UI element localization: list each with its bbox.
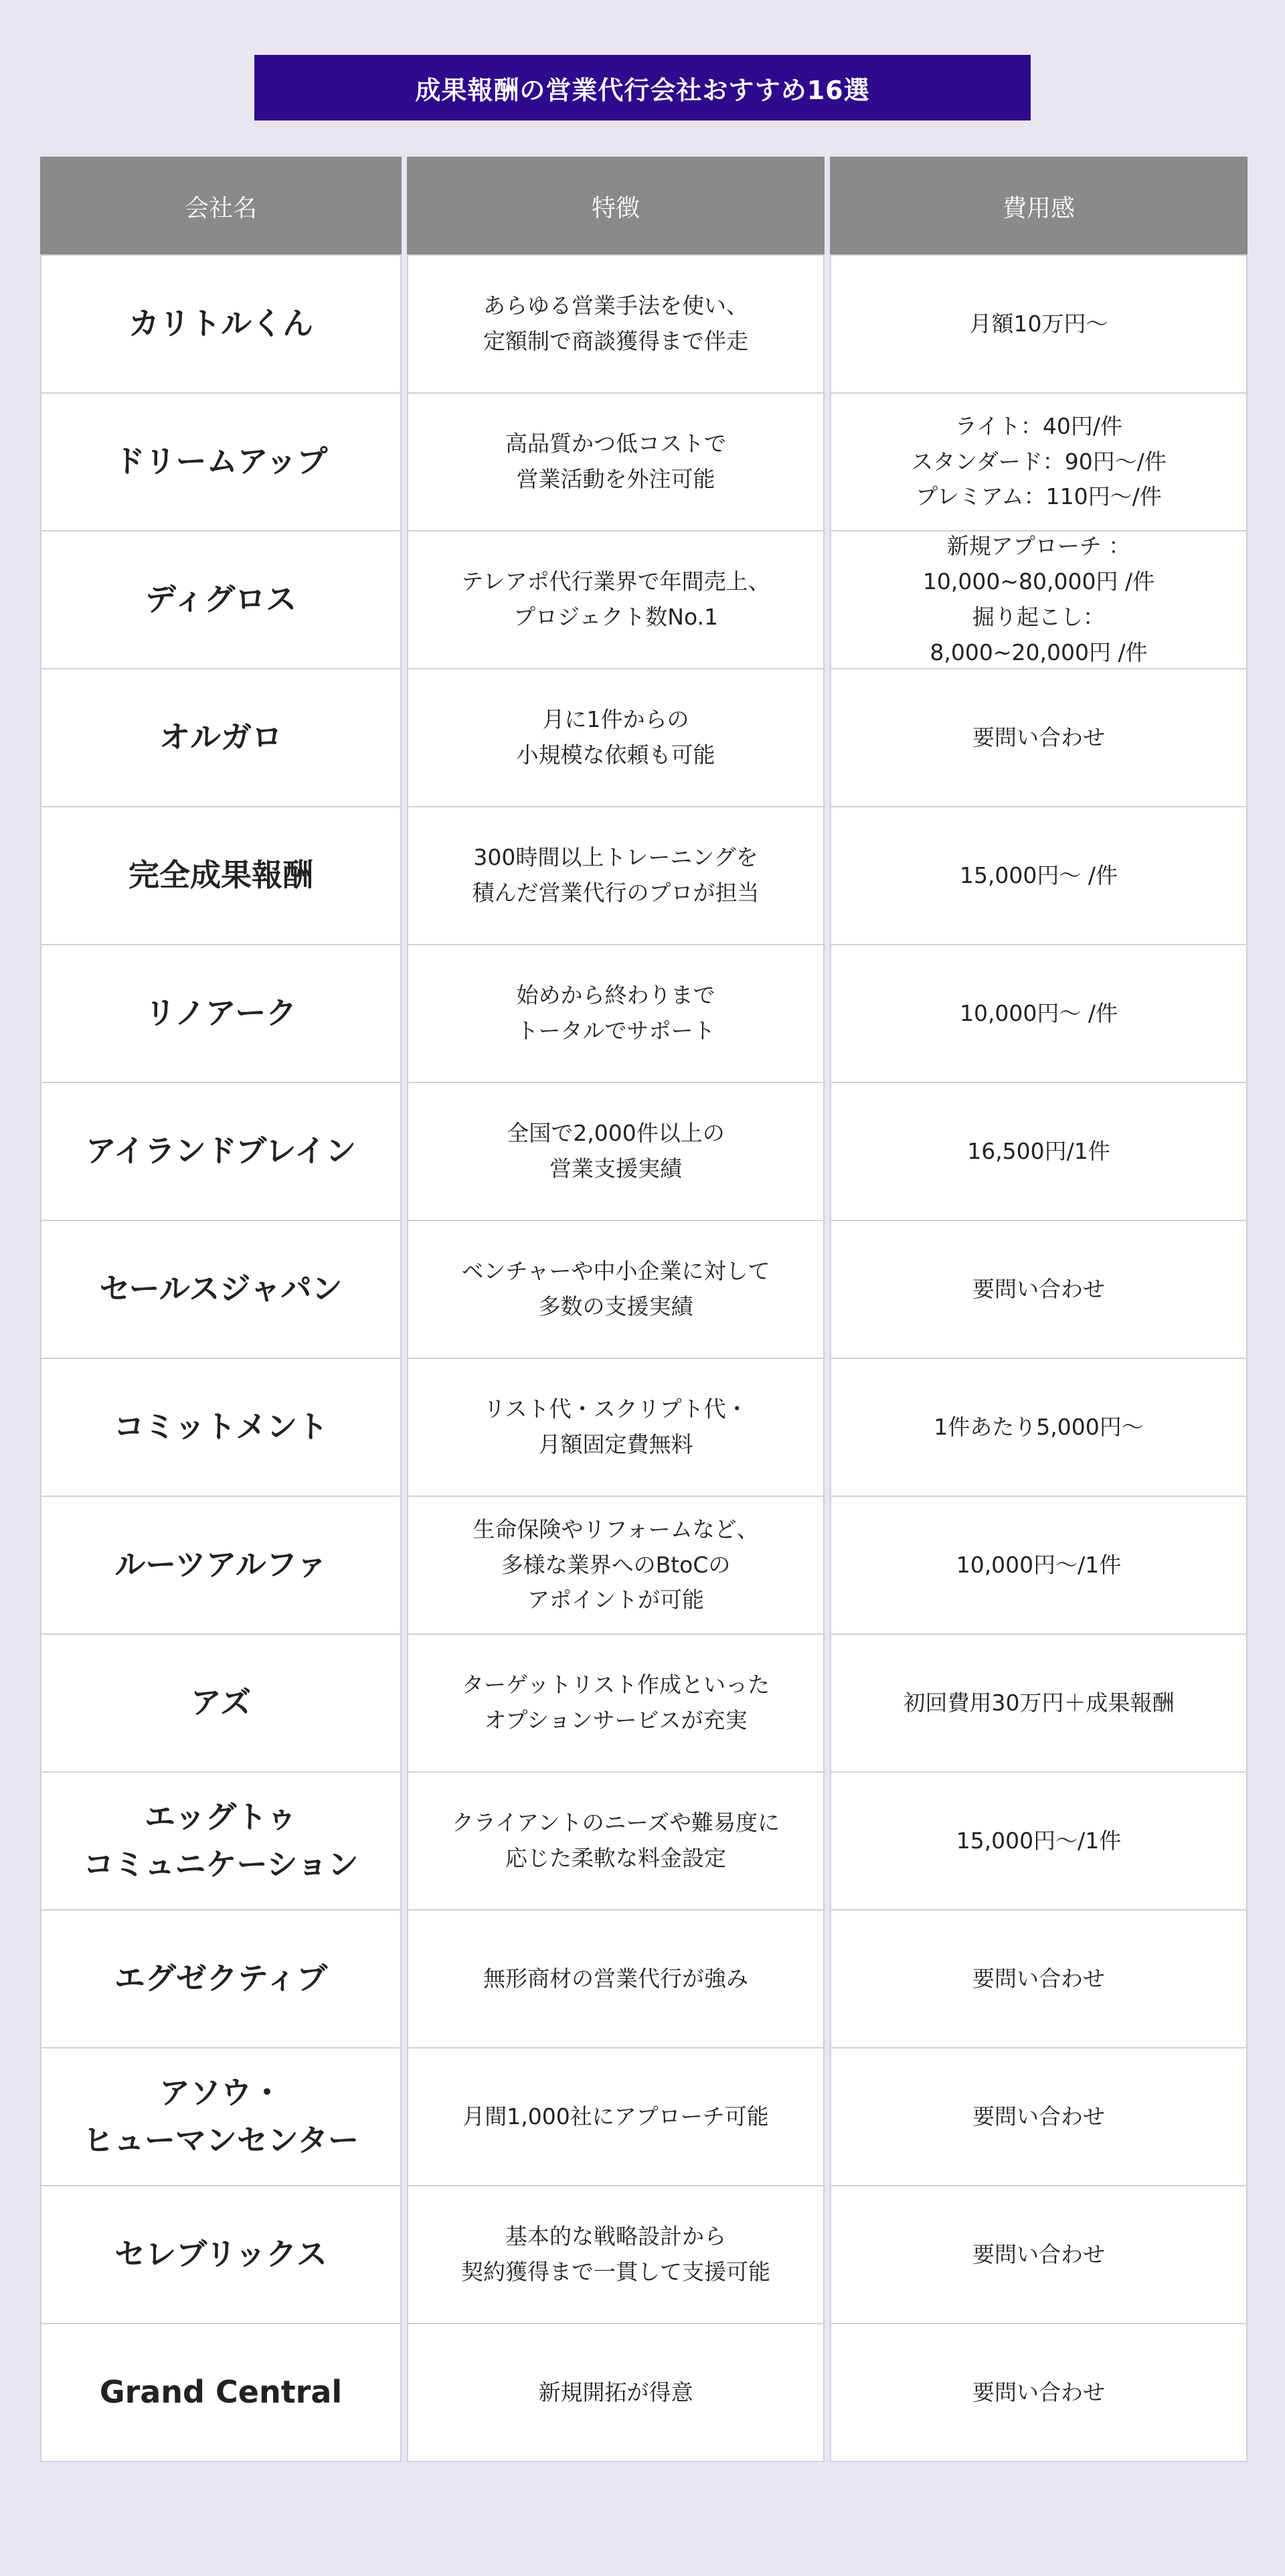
- cost-cell: ライト：40円/件 スタンダード：90円〜/件 プレミアム：110円〜/件: [830, 392, 1248, 532]
- company-name-cell: セールスジャパン: [40, 1220, 402, 1359]
- table-row: [40, 1911, 1248, 2048]
- company-name-cell: カリトルくん: [40, 254, 402, 394]
- company-name-cell: ディグロス: [40, 530, 402, 669]
- table-row: [40, 1635, 1248, 1773]
- table-body: [40, 256, 1248, 2462]
- table-row: [40, 945, 1248, 1083]
- column-header-company: 会社名: [40, 157, 402, 256]
- company-name-cell: セレブリックス: [40, 2185, 402, 2324]
- column-header-cost: 費用感: [830, 157, 1248, 256]
- cost-cell: 10,000円〜/1件: [830, 1496, 1248, 1635]
- table-row: [40, 1359, 1248, 1497]
- company-name-cell: リノアーク: [40, 944, 402, 1083]
- table-row: [40, 256, 1248, 394]
- company-name-cell: アズ: [40, 1633, 402, 1773]
- table-row: [40, 1083, 1248, 1221]
- company-name-cell: ルーツアルファ: [40, 1496, 402, 1635]
- feature-cell: 高品質かつ低コストで 営業活動を外注可能: [407, 392, 825, 532]
- cost-cell: 16,500円/1件: [830, 1082, 1248, 1221]
- cost-cell: 要問い合わせ: [830, 2185, 1248, 2324]
- page-title: 成果報酬の営業代行会社おすすめ16選: [254, 55, 1031, 120]
- cost-cell: 要問い合わせ: [830, 1909, 1248, 2048]
- feature-cell: ターゲットリスト作成といった オプションサービスが充実: [407, 1633, 825, 1773]
- company-name-cell: アソウ・ ヒューマンセンター: [40, 2047, 402, 2186]
- table-row: [40, 394, 1248, 532]
- cost-cell: 要問い合わせ: [830, 1220, 1248, 1359]
- table-row: [40, 807, 1248, 945]
- company-name-cell: エグゼクティブ: [40, 1909, 402, 2048]
- cost-cell: 月額10万円〜: [830, 254, 1248, 394]
- feature-cell: 新規開拓が得意: [407, 2323, 825, 2462]
- feature-cell: クライアントのニーズや難易度に 応じた柔軟な料金設定: [407, 1771, 825, 1911]
- feature-cell: 300時間以上トレーニングを 積んだ営業代行のプロが担当: [407, 806, 825, 945]
- company-name-cell: エッグトゥ コミュニケーション: [40, 1771, 402, 1911]
- table-row: [40, 2324, 1248, 2462]
- feature-cell: 始めから終わりまで トータルでサポート: [407, 944, 825, 1083]
- company-name-cell: ドリームアップ: [40, 392, 402, 532]
- feature-cell: 生命保険やリフォームなど、 多様な業界へのBtoCの アポイントが可能: [407, 1496, 825, 1635]
- table-row: [40, 532, 1248, 669]
- feature-cell: 月間1,000社にアプローチ可能: [407, 2047, 825, 2186]
- table-row: [40, 2048, 1248, 2186]
- feature-cell: 月に1件からの 小規模な依頼も可能: [407, 668, 825, 807]
- company-name-cell: Grand Central: [40, 2323, 402, 2462]
- feature-cell: 全国で2,000件以上の 営業支援実績: [407, 1082, 825, 1221]
- cost-cell: 15,000円〜 /件: [830, 806, 1248, 945]
- column-header-feature: 特徴: [407, 157, 825, 256]
- company-name-cell: オルガロ: [40, 668, 402, 807]
- table-header-row: [40, 157, 1248, 256]
- table-row: [40, 1773, 1248, 1911]
- feature-cell: 無形商材の営業代行が強み: [407, 1909, 825, 2048]
- table-row: [40, 1497, 1248, 1635]
- feature-cell: 基本的な戦略設計から 契約獲得まで一貫して支援可能: [407, 2185, 825, 2324]
- comparison-table: [40, 157, 1248, 2462]
- cost-cell: 要問い合わせ: [830, 2323, 1248, 2462]
- table-row: [40, 2186, 1248, 2324]
- company-name-cell: 完全成果報酬: [40, 806, 402, 945]
- feature-cell: リスト代・スクリプト代・ 月額固定費無料: [407, 1358, 825, 1497]
- feature-cell: ベンチャーや中小企業に対して 多数の支援実績: [407, 1220, 825, 1359]
- feature-cell: あらゆる営業手法を使い、 定額制で商談獲得まで伴走: [407, 254, 825, 394]
- cost-cell: 要問い合わせ: [830, 668, 1248, 807]
- table-row: [40, 669, 1248, 807]
- cost-cell: 15,000円〜/1件: [830, 1771, 1248, 1911]
- table-row: [40, 1221, 1248, 1359]
- company-name-cell: アイランドブレイン: [40, 1082, 402, 1221]
- cost-cell: 初回費用30万円＋成果報酬: [830, 1633, 1248, 1773]
- company-name-cell: コミットメント: [40, 1358, 402, 1497]
- feature-cell: テレアポ代行業界で年間売上、 プロジェクト数No.1: [407, 530, 825, 669]
- cost-cell: 10,000円〜 /件: [830, 944, 1248, 1083]
- cost-cell: 要問い合わせ: [830, 2047, 1248, 2186]
- cost-cell: 1件あたり5,000円〜: [830, 1358, 1248, 1497]
- cost-cell: 新規アプローチ ： 10,000~80,000円 /件 掘り起こし： 8,000~20,000円 /件: [830, 530, 1248, 669]
